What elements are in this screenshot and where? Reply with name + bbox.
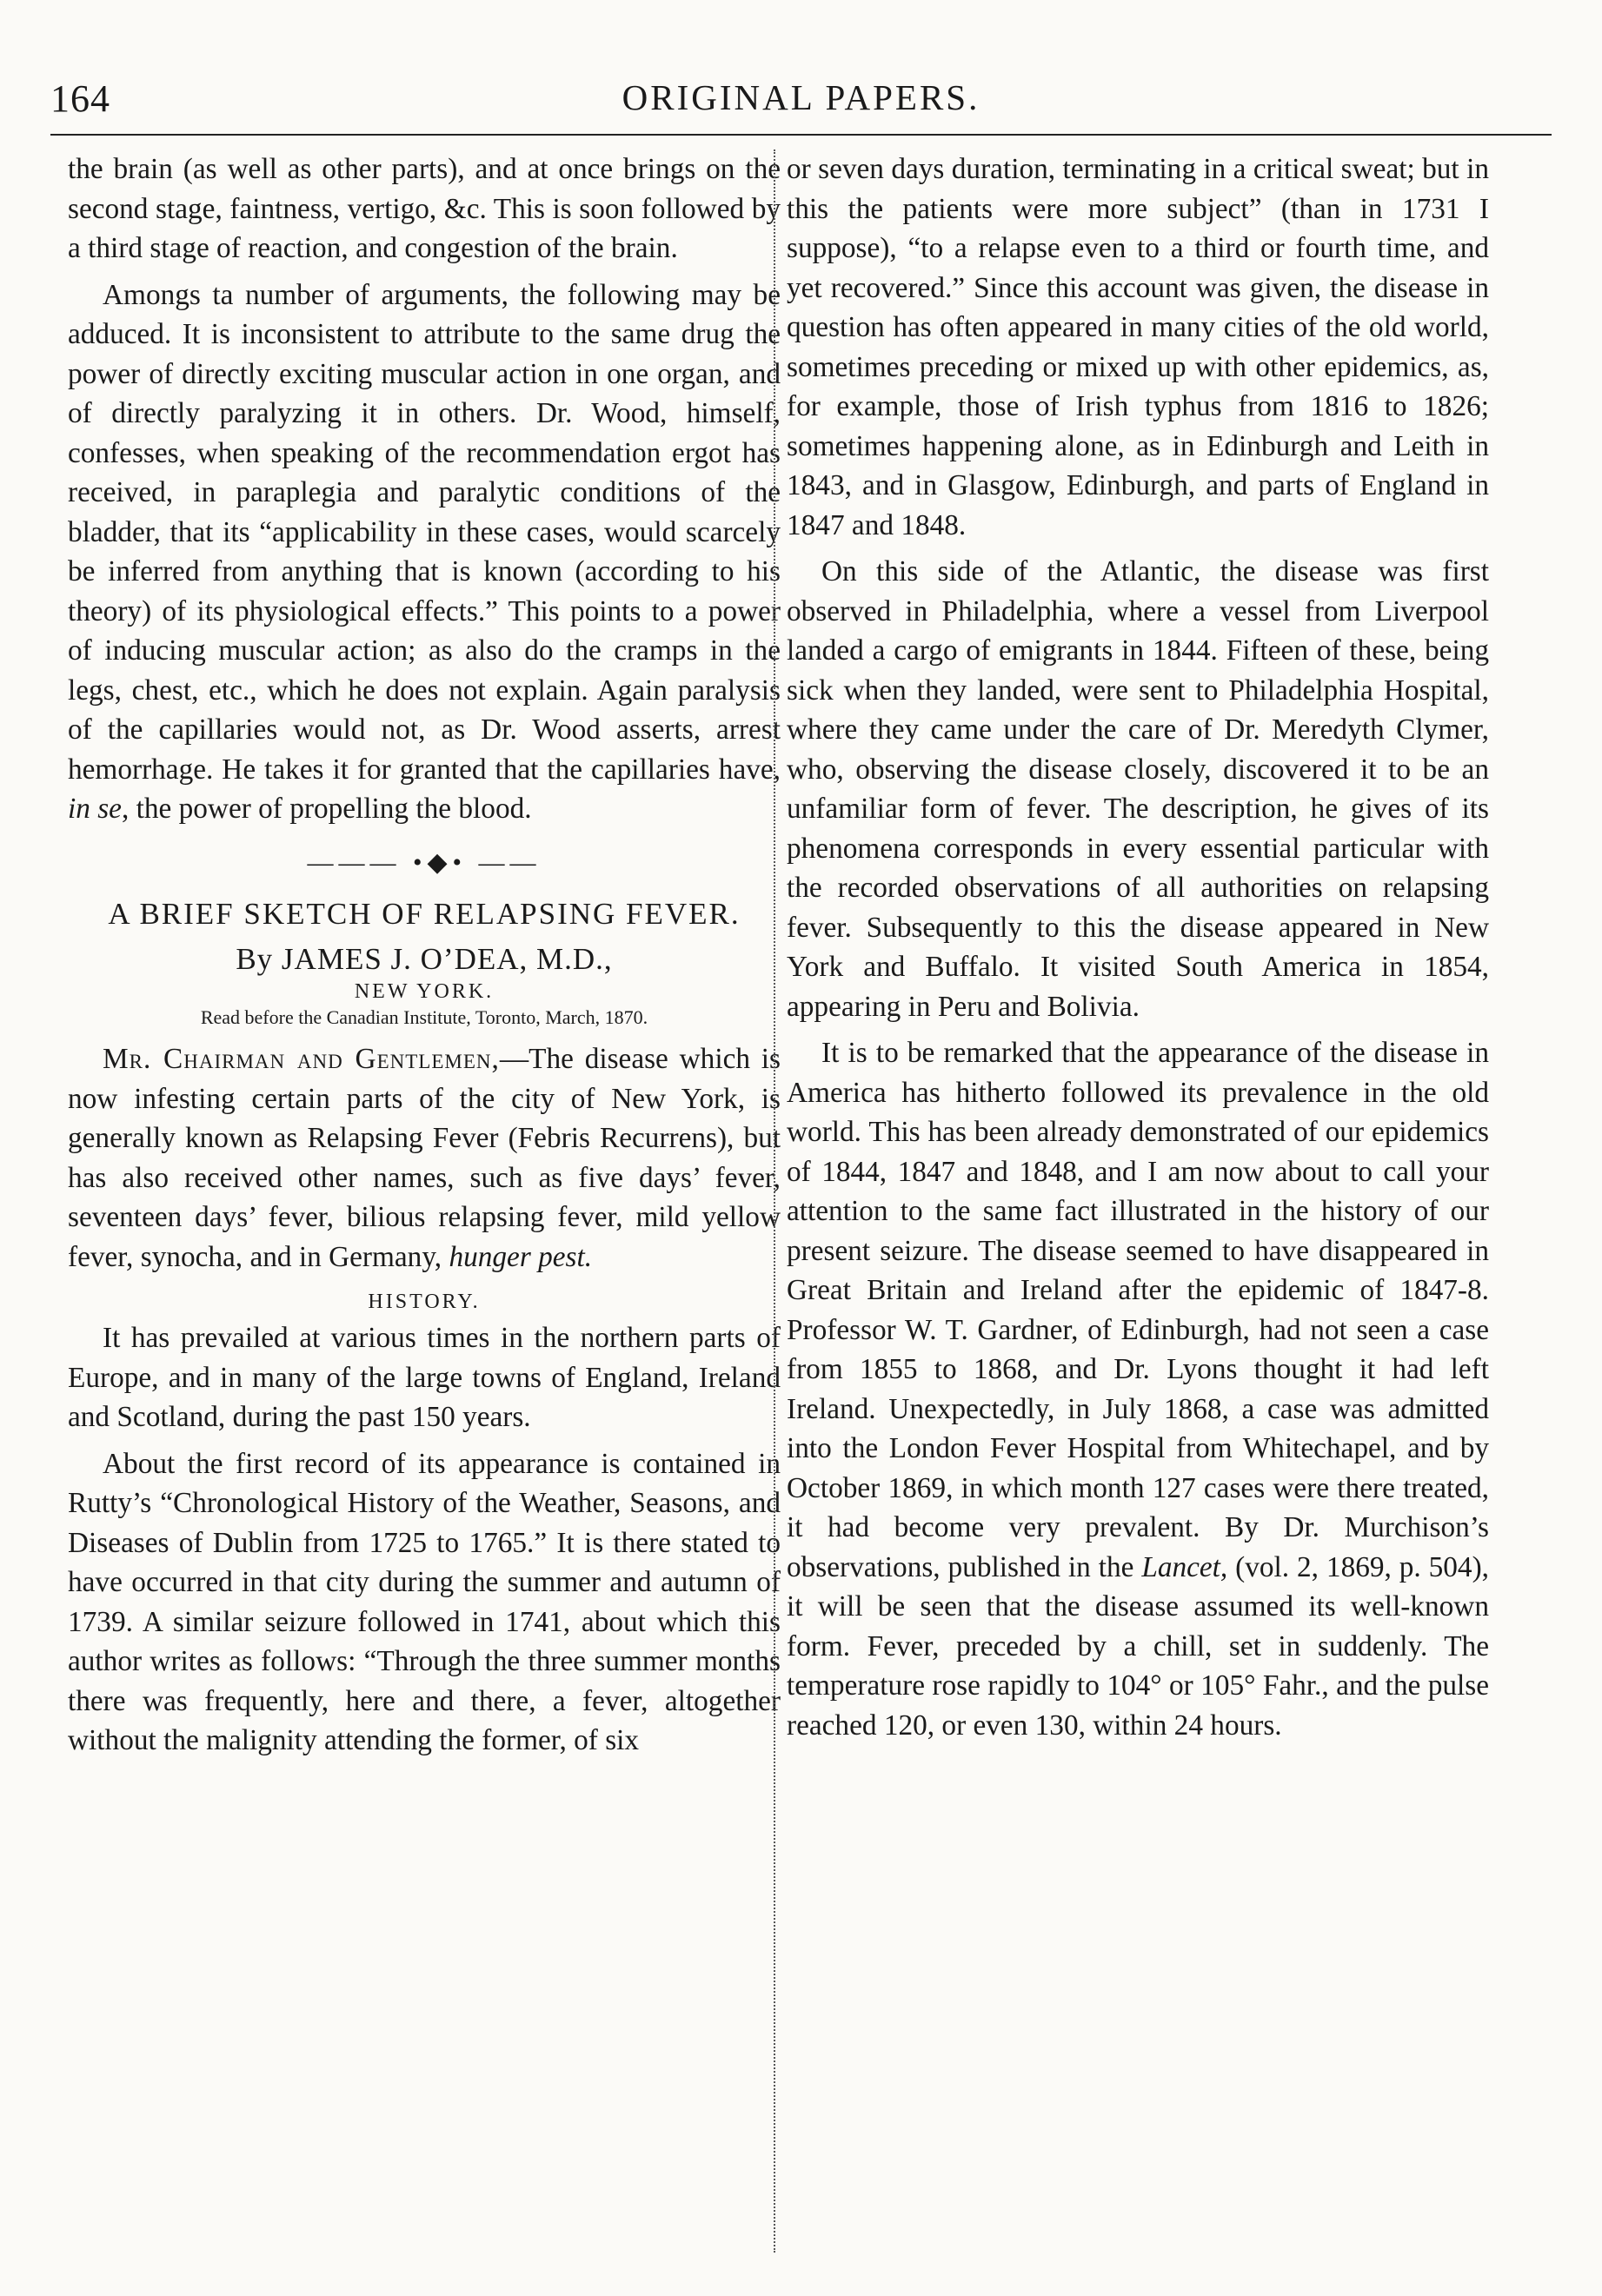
header-rule xyxy=(50,134,1552,136)
paragraph: It is to be remarked that the appearance of the disease in America has hitherto followed its prevalence in the old world. This has been already demonstrated of our epidemics of 1844, 1847 and 1848, and I am now about to call your attention to the same fact illustrated in the history of our present seizure. The disease seemed to have disappeared in Great Britain and Ireland after the epidemic of 1847-8. Professor W. T. Gardner, of Edinburgh, had not seen a case from 1855 to 1868, and Dr. Lyons thought it had left Ireland. Unexpectedly, in July 1868, a case was admitted into the London Fever Hospital from Whitechapel, and by October 1869, in which month 127 cases were there treated, it had become very prevalent. By Dr. Murchison’s observations, published in the Lancet, (vol. 2, 1869, p. 504), it will be seen that the disease assumed its well-known form. Fever, preceded by a chill, set in suddenly. The temperature rose rapidly to 104° or 105° Fahr., and the pulse reached 120, or even 130, within 24 hours. xyxy=(787,1037,1489,1742)
page-number: 164 xyxy=(50,77,110,120)
author-byline: By JAMES J. O’DEA, M.D., xyxy=(236,941,613,976)
paragraph: Amongs ta number of arguments, the following may be adduced. It is inconsistent to attribute to the same drug the power of directly exciting muscular action in one organ, and of directly paralyzing it in others. Dr. Wood, himself, confesses, when speaking of the recommendation ergot has received, in paraplegia and paralytic conditions of the bladder, that its “applicability in these cases, would scarcely be inferred from anything that is known (according to his theory) of its physiological effects.” This points to a power of inducing muscular action; as also do the cramps in the legs, chest, etc., which he does not explain. Again paralysis of the capillaries would not, as Dr. Wood asserts, arrest hemorrhage. He takes it for granted that the capillaries have, in se, the power of propelling the blood. xyxy=(68,278,781,825)
presentation-note: Read before the Canadian Institute, Toronto, March, 1870. xyxy=(200,1006,648,1028)
paragraph: the brain (as well as other parts), and at once brings on the second stage, faintness, vertigo, &c. This is soon followed by a third stage of reaction, and congestion of the brain. xyxy=(68,153,781,264)
page-header xyxy=(50,76,1552,129)
paragraph: On this side of the Atlantic, the disease was first observed in Philadelphia, where a vessel from Liverpool landed a cargo of emigrants in 1844. Fifteen of these, being sick when they landed, were sent to Philadelphia Hospital, where they came under the care of Dr. Meredyth Clymer, who, observing the disease closely, discovered it to be an unfamiliar form of fever. The description, he gives of its phenomena corresponds in every essential particular with the recorded observations of all authorities on relapsing fever. Subsequently to this the disease appeared in New York and Buffalo. It visited South America in 1854, appearing in Peru and Bolivia. xyxy=(787,555,1489,1023)
section-ornament: ——— •◆• —— xyxy=(307,847,542,877)
section-heading-history: HISTORY. xyxy=(368,1291,481,1313)
paragraph: It has prevailed at various times in the northern parts of Europe, and in many of the large towns of England, Ireland and Scotland, during the past 150 years. xyxy=(68,1322,781,1433)
author-location: NEW YORK. xyxy=(354,980,495,1003)
left-column xyxy=(68,149,781,1768)
paragraph: About the first record of its appearance is contained in Rutty’s “Chronological History of the Weather, Seasons, and Diseases of Dublin from 1725 to 1765.” It is there stated to have occurred in that city during the summer and autumn of 1739. A similar seizure followed in 1741, about which this author writes as follows: “Through the three summer months there was frequently, here and there, a fever, altogether without the malignity attending the former, of six xyxy=(68,1447,781,1756)
salutation: Mr. Chairman and Gentlemen, xyxy=(103,1043,500,1075)
column-divider xyxy=(774,149,775,2253)
article-title: A BRIEF SKETCH OF RELAPSING FEVER. xyxy=(108,897,741,931)
running-head: ORIGINAL PAPERS. xyxy=(622,77,980,117)
paragraph: or seven days duration, terminating in a critical sweat; but in this the patients were more subject” (than in 1731 I suppose), “to a relapse even to a third or fourth time, and yet recovered.” Since this account was given, the disease in question has often appeared in many cities of the old world, sometimes preceding or mixed up with other epidemics, as, for example, those of Irish typhus from 1816 to 1826; sometimes happening alone, as in Edinburgh and Leith in 1843, and in Glasgow, Edinburgh, and parts of England in 1847 and 1848. xyxy=(787,153,1489,541)
paragraph: Mr. Chairman and Gentlemen,—The disease which is now infesting certain parts of the city of New York, is generally known as Relapsing Fever (Febris Recurrens), but has also received other names, such as five days’ fever, seventeen days’ fever, bilious relapsing fever, mild yellow fever, synocha, and in Germany, hunger pest. xyxy=(68,1043,781,1273)
right-column xyxy=(787,149,1489,1752)
